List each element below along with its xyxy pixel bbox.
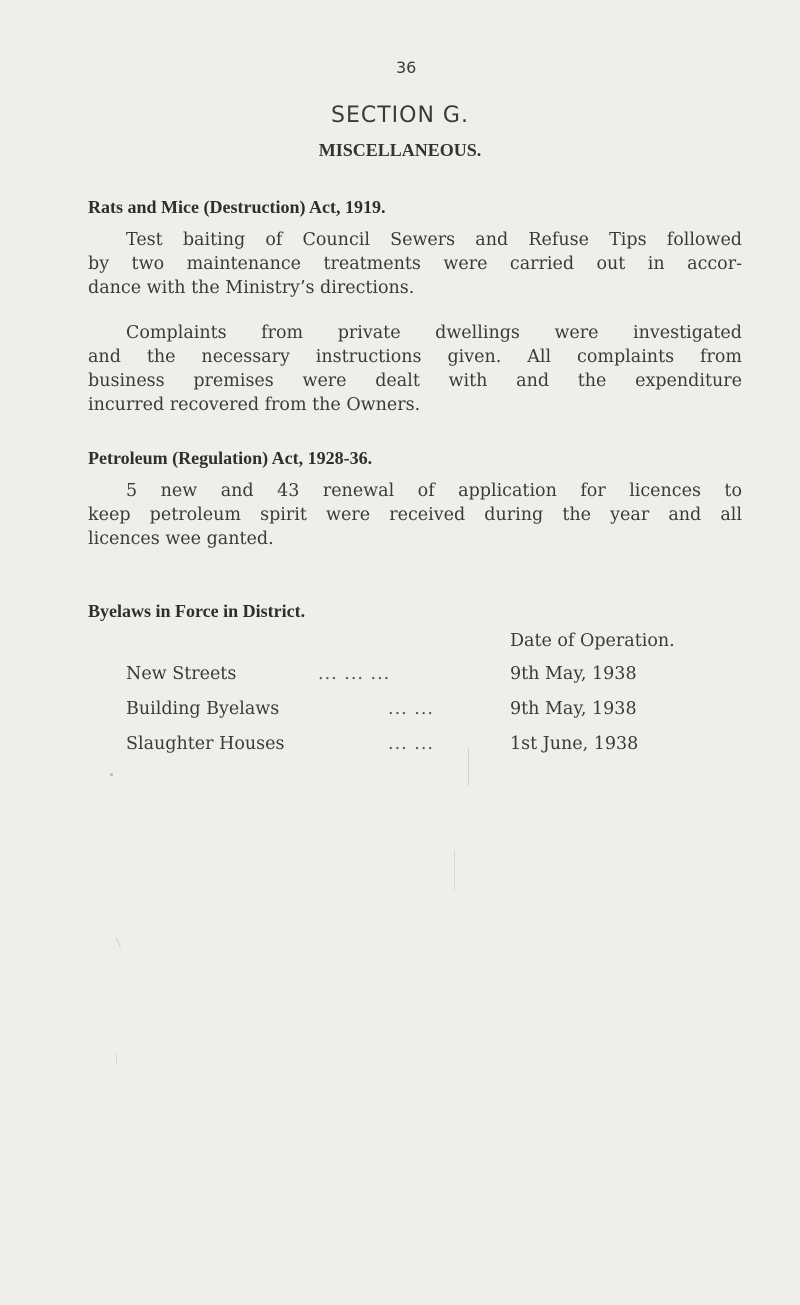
rats-p1-line-3: dance with the Ministry’s directions. [88,278,415,298]
byelaw-row [126,699,746,725]
rats-p2-line-2: and the necessary instructions given. All complaints from [88,347,742,367]
page-number: 36 [396,58,417,77]
byelaws-heading: Byelaws in Force in District. [88,601,306,621]
petroleum-line-2: keep petroleum spirit were received during the year and all [88,505,742,525]
byelaw-date: 9th May, 1938 [510,664,637,684]
rats-paragraph-1 [88,228,742,300]
rats-p2-line-1: Complaints from private dwellings were investigated [126,323,742,343]
byelaw-name: New Streets [126,664,237,684]
leader-dots: ... ... [388,699,434,719]
date-of-operation-header: Date of Operation. [510,631,675,651]
petroleum-line-1: 5 new and 43 renewal of application for licences to [126,481,742,501]
petroleum-heading: Petroleum (Regulation) Act, 1928-36. [88,448,373,468]
rats-paragraph-2 [88,321,742,417]
rats-heading: Rats and Mice (Destruction) Act, 1919. [88,197,386,217]
byelaw-name: Slaughter Houses [126,734,285,754]
rats-p1-line-2: by two maintenance treatments were carried out in accor- [88,254,742,274]
paper-mark [468,748,469,786]
leader-dots: ... ... ... [318,664,391,684]
petroleum-line-3: licences wee ganted. [88,529,274,549]
byelaw-row [126,734,746,760]
paper-speck [110,773,113,776]
paper-mark [454,850,455,890]
petroleum-paragraph [88,479,742,551]
paper-mark [116,1054,117,1064]
byelaw-date: 9th May, 1938 [510,699,637,719]
byelaw-date: 1st June, 1938 [510,734,639,754]
rats-p1-line-1: Test baiting of Council Sewers and Refuse Tips followed [126,230,742,250]
byelaw-name: Building Byelaws [126,699,280,719]
leader-dots: ... ... [388,734,434,754]
byelaw-row [126,664,746,690]
paper-mark [116,938,121,947]
section-title: SECTION G. [331,103,469,128]
section-subtitle: MISCELLANEOUS. [318,140,482,160]
rats-p2-line-4: incurred recovered from the Owners. [88,395,421,415]
rats-p2-line-3: business premises were dealt with and the expenditure [88,371,742,391]
